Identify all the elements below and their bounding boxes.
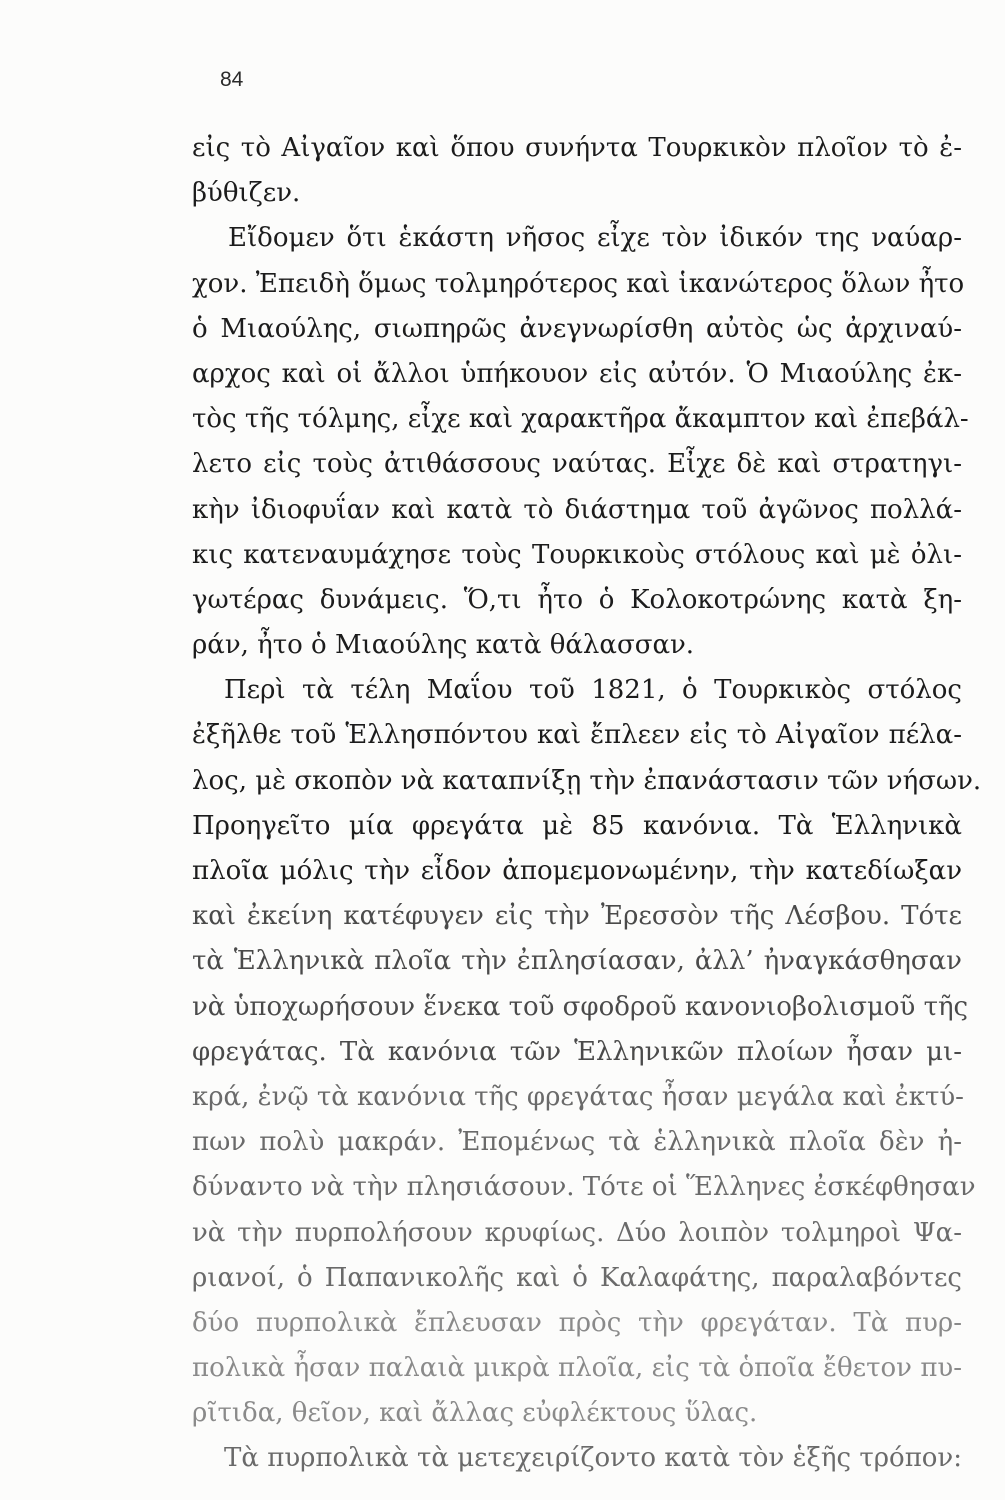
text-line: κρά, ἐνῷ τὰ κανόνια τῆς φρεγάτας ἦσαν μεγάλα καὶ ἐκτύ- <box>192 1081 964 1112</box>
text-line: πων πολὺ μακράν. Ἐπομένως τὰ ἑλληνικὰ πλοῖα δὲν ἠ- <box>192 1127 962 1158</box>
paragraph-start-line: Εἴδομεν ὅτι ἑκάστη νῆσος εἶχε τὸν ἰδικόν της ναύαρ- <box>228 223 962 254</box>
body-text <box>192 126 982 1482</box>
text-line: κὴν ἰδιοφυΐαν καὶ κατὰ τὸ διάστημα τοῦ ἀγῶνος πολλά- <box>192 494 962 525</box>
text-line: εἰς τὸ Αἰγαῖον καὶ ὅπου συνήντα Τουρκικὸν πλοῖον τὸ ἐ- <box>192 133 962 163</box>
text-line: τὸς τῆς τόλμης, εἶχε καὶ χαρακτῆρα ἄκαμπτον καὶ ἐπεβάλ- <box>192 404 969 435</box>
text-line: ἐξῆλθε τοῦ Ἑλλησπόντου καὶ ἔπλεεν εἰς τὸ Αἰγαῖον πέλα- <box>192 720 962 751</box>
text-line: ριανοί, ὁ Παπανικολῆς καὶ ὁ Καλαφάτης, παραλαβόντες <box>192 1262 962 1293</box>
text-line: Προηγεῖτο μία φρεγάτα μὲ 85 κανόνια. Τὰ Ἑλληνικὰ <box>192 810 962 841</box>
text-line: νὰ τὴν πυρπολήσουν κρυφίως. Δύο λοιπὸν τολμηροὶ Ψα- <box>192 1217 962 1248</box>
text-line: φρεγάτας. Τὰ κανόνια τῶν Ἑλληνικῶν πλοίων ἦσαν μι- <box>192 1036 962 1067</box>
paragraph-start-line: Περὶ τὰ τέλη Μαΐου τοῦ 1821, ὁ Τουρκικὸς στόλος <box>224 675 962 706</box>
text-line: χον. Ἐπειδὴ ὅμως τολμηρότερος καὶ ἱκανώτερος ὅλων ἦτο <box>192 268 965 299</box>
text-line: αρχος καὶ οἱ ἄλλοι ὑπήκουον εἰς αὐτόν. Ὁ Μιαούλης ἐκ- <box>192 358 962 389</box>
text-line: τὰ Ἑλληνικὰ πλοῖα τὴν ἐπλησίασαν, ἀλλ’ ἠναγκάσθησαν <box>192 946 962 977</box>
text-line: λος, μὲ σκοπὸν νὰ καταπνίξῃ τὴν ἐπανάστασιν τῶν νήσων. <box>192 765 982 796</box>
text-line: πολικὰ ἦσαν παλαιὰ μικρὰ πλοῖα, εἰς τὰ ὁποῖα ἔθετον πυ- <box>192 1353 962 1384</box>
text-line: καὶ ἐκείνη κατέφυγεν εἰς τὴν Ἐρεσσὸν τῆς Λέσβου. Τότε <box>192 901 962 932</box>
text-line: κις κατεναυμάχησε τοὺς Τουρκικοὺς στόλους καὶ μὲ ὀλι- <box>192 539 962 570</box>
text-line: δύναντο νὰ τὴν πλησιάσουν. Τότε οἱ Ἕλληνες ἐσκέφθησαν <box>192 1172 976 1203</box>
page-number: 84 <box>220 68 244 91</box>
text-line: γωτέρας δυνάμεις. Ὅ,τι ἦτο ὁ Κολοκοτρώνης κατὰ ξη- <box>192 584 962 615</box>
text-line: δύο πυρπολικὰ ἔπλευσαν πρὸς τὴν φρεγάταν. Τὰ πυρ- <box>192 1307 962 1338</box>
text-line: λετο εἰς τοὺς ἀτιθάσσους ναύτας. Εἶχε δὲ καὶ στρατηγι- <box>192 449 962 480</box>
text-line: βύθιζεν. <box>192 178 301 209</box>
text-line: πλοῖα μόλις τὴν εἶδον ἀπομεμονωμένην, τὴν κατεδίωξαν <box>192 856 962 886</box>
text-line: νὰ ὑποχωρήσουν ἕνεκα τοῦ σφοδροῦ κανονιοβολισμοῦ τῆς <box>192 991 969 1022</box>
text-line: ρῖτιδα, θεῖον, καὶ ἄλλας εὐφλέκτους ὕλας. <box>192 1398 758 1429</box>
text-line: ὁ Μιαούλης, σιωπηρῶς ἀνεγνωρίσθη αὐτὸς ὡς ἀρχιναύ- <box>192 313 962 344</box>
text-line: ράν, ἦτο ὁ Μιαούλης κατὰ θάλασσαν. <box>192 630 695 661</box>
paragraph-start-line: Τὰ πυρπολικὰ τὰ μετεχειρίζοντο κατὰ τὸν ἑξῆς τρόπον: <box>224 1443 962 1474</box>
